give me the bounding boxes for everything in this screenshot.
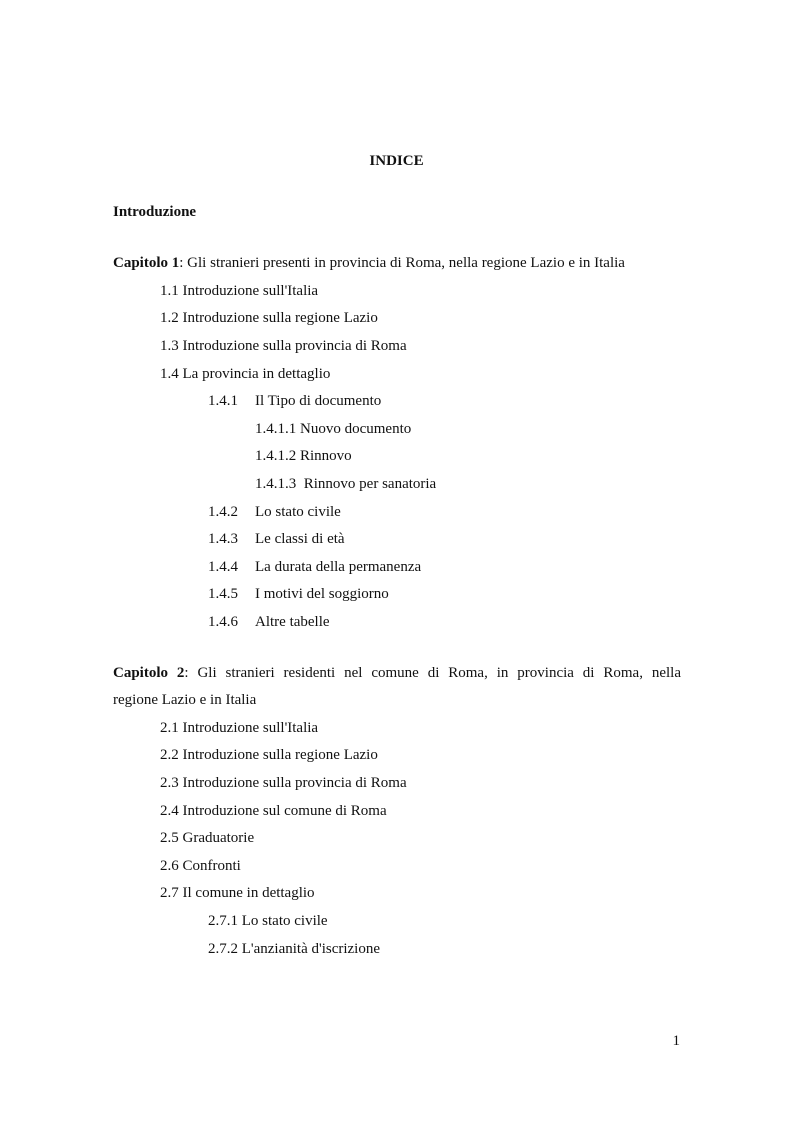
- chapter-1-heading: [113, 254, 625, 272]
- toc-number: 1.4.1: [208, 393, 238, 409]
- toc-text: I motivi del soggiorno: [255, 586, 389, 602]
- toc-entry-1-2: 1.2 Introduzione sulla regione Lazio: [160, 310, 378, 326]
- toc-entry-2-6: 2.6 Confronti: [160, 858, 241, 874]
- toc-text: Le classi di età: [255, 531, 345, 547]
- toc-entry-1-4-4: [208, 558, 421, 576]
- toc-entry-1-1: 1.1 Introduzione sull'Italia: [160, 283, 319, 299]
- chapter-1-label: Capitolo 1: [113, 255, 180, 271]
- introduction-heading: Introduzione: [113, 204, 197, 220]
- page-title: INDICE: [369, 153, 424, 169]
- toc-entry-2-1: 2.1 Introduzione sull'Italia: [160, 720, 319, 736]
- chapter-2-title: : Gli stranieri residenti nel comune di Roma, in provincia di Roma, nella: [184, 665, 681, 681]
- chapter-1-title: : Gli stranieri presenti in provincia di Roma, nella regione Lazio e in Italia: [179, 255, 625, 271]
- toc-number: 1.4.6: [208, 614, 238, 630]
- toc-entry-2-7-1: 2.7.1 Lo stato civile: [208, 913, 328, 929]
- toc-text: Lo stato civile: [255, 504, 341, 520]
- toc-text: Altre tabelle: [255, 614, 330, 630]
- toc-entry-1-4-1-1: 1.4.1.1 Nuovo documento: [255, 421, 412, 437]
- toc-entry-2-7-2: 2.7.2 L'anzianità d'iscrizione: [208, 941, 381, 957]
- toc-entry-2-5: 2.5 Graduatorie: [160, 830, 255, 846]
- toc-number: 1.4.4: [208, 559, 238, 575]
- toc-entry-1-4-1-2: 1.4.1.2 Rinnovo: [255, 448, 352, 464]
- chapter-2-heading-line-1: [113, 664, 681, 682]
- toc-number: 1.4.2: [208, 504, 238, 520]
- toc-entry-2-4: 2.4 Introduzione sul comune di Roma: [160, 803, 387, 819]
- toc-entry-1-4-3: [208, 530, 345, 548]
- toc-entry-1-4-2: [208, 503, 341, 521]
- toc-entry-2-7: 2.7 Il comune in dettaglio: [160, 885, 315, 901]
- toc-entry-1-3: 1.3 Introduzione sulla provincia di Roma: [160, 338, 407, 354]
- toc-entry-1-4-5: [208, 585, 389, 603]
- page-number: 1: [672, 1033, 680, 1049]
- toc-text: La durata della permanenza: [255, 559, 422, 575]
- toc-number: 1.4.5: [208, 586, 238, 602]
- toc-entry-1-4-1: [208, 392, 381, 410]
- toc-text: Il Tipo di documento: [255, 393, 382, 409]
- toc-number: 1.4.3: [208, 531, 238, 547]
- chapter-2-heading-line-2: regione Lazio e in Italia: [113, 692, 257, 708]
- toc-entry-1-4: 1.4 La provincia in dettaglio: [160, 366, 331, 382]
- chapter-2-label: Capitolo 2: [113, 665, 185, 681]
- toc-entry-2-3: 2.3 Introduzione sulla provincia di Roma: [160, 775, 407, 791]
- toc-entry-2-2: 2.2 Introduzione sulla regione Lazio: [160, 747, 378, 763]
- toc-entry-1-4-6: [208, 613, 330, 631]
- toc-entry-1-4-1-3: 1.4.1.3 Rinnovo per sanatoria: [255, 476, 437, 492]
